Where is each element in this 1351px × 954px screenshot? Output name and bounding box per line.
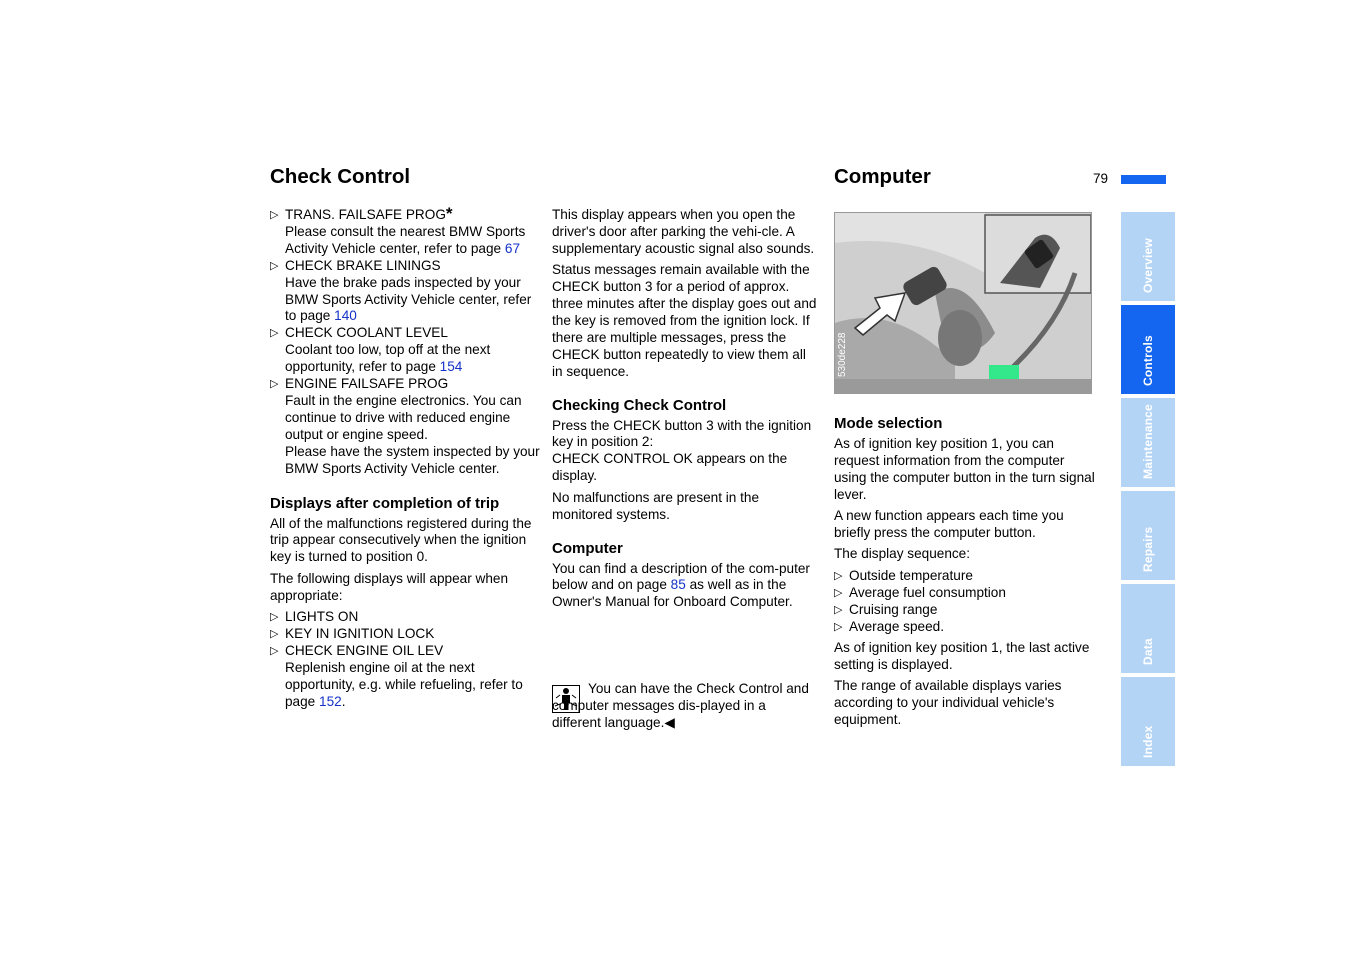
tab-index[interactable]: Index xyxy=(1121,677,1175,766)
triangle-bullet-icon: ▷ xyxy=(834,603,843,616)
list-item: ▷ CHECK BRAKE LININGS Have the brake pads inspected by your BMW Sports Activity Vehicle center, refer to page 140 xyxy=(270,257,532,324)
page-number: 79 xyxy=(1093,171,1109,186)
page-link[interactable]: 67 xyxy=(504,240,521,256)
list-item: ▷ TRANS. FAILSAFE PROG* Please consult the nearest BMW Sports Activity Vehicle center, refer to page 67 xyxy=(270,204,526,256)
subheading-computer: Computer xyxy=(552,539,623,557)
middle-column: This display appears when you open the driver's door after parking the vehi-cle. A supplementary acoustic signal also sounds. Status messages remain available with the CHECK button 3 for a period of approx. three minutes after the display goes out and the key is removed from the ignition lock. If there are multiple messages, press the CHECK button repeatedly to view them all in sequence. Checking Check Control Press the CHECK button 3 with the ignition key in position 2: CHECK CONTROL OK appears on the display. No malfunctions are present in the monitored systems. Computer You can find a description of the com-puter below and on page 85 as well as in the Owner's Manual for Onboard Computer. xyxy=(552,207,820,616)
tab-overview[interactable]: Overview xyxy=(1121,212,1175,301)
triangle-bullet-icon: ▷ xyxy=(834,586,843,599)
tab-controls[interactable]: Controls xyxy=(1121,305,1175,394)
triangle-bullet-icon: ▷ xyxy=(270,611,279,624)
section-title-computer: Computer xyxy=(834,165,931,188)
left-column: ▷ TRANS. FAILSAFE PROG* Please consult the nearest BMW Sports Activity Vehicle center, refer to page 67 ▷ CHECK BRAKE LININGS Have the brake pads inspected by your BMW Sports Activity Vehicle center, refer to page 140 ▷ CHECK COOLANT LEVEL Coolant too low, top off at the next opportunity, refer to page 154 ▷ ENGINE FAILSAFE PROG Fault in the engine electronics. You can continue to drive with reduced engine output or engine speed. Please have the system inspected by your BMW Sports Activity Vehicle center. Displays after completion of trip All of the malfunctions registered during the trip appear consecutively when the ignition key is turned to position 0. The following displays will appear when appropriate: ▷ LIGHTS ON ▷ KEY IN IGNITION LOCK ▷ CHECK ENGINE OIL LEV Replenish engine oil at the next opportunity, e.g. while refueling, refer to page 152. xyxy=(270,204,540,709)
list-item: ▷ LIGHTS ON xyxy=(270,609,359,625)
page-link[interactable]: 152 xyxy=(319,693,342,709)
list-item: ▷ Average speed. xyxy=(834,618,944,634)
subheading-displays-after-trip: Displays after completion of trip xyxy=(270,494,500,512)
turn-signal-lever-image xyxy=(834,212,1092,394)
page-link[interactable]: 85 xyxy=(670,577,686,593)
tab-maintenance[interactable]: Maintenance xyxy=(1121,398,1175,487)
page-marker xyxy=(1121,175,1166,184)
list-item: ▷ Outside temperature xyxy=(834,567,973,583)
triangle-bullet-icon: ▷ xyxy=(270,644,279,657)
language-note: You can have the Check Control and computer messages dis-played in a different language.◀ xyxy=(552,681,809,730)
subheading-mode-selection: Mode selection xyxy=(834,415,943,432)
list-item: ▷ ENGINE FAILSAFE PROG Fault in the engine electronics. You can continue to drive with reduced engine output or engine speed. Please have the system inspected by your BMW Sports Activity Vehicle center. xyxy=(270,376,540,476)
right-column: Mode selection As of ignition key position 1, you can request information from the computer using the computer button in the turn signal lever. A new function appears each time you briefly press the computer button. The display sequence: ▷ Outside temperature ▷ Average fuel consumption ▷ Cruising range ▷ Average speed. As of ignition key position 1, the last active setting is displayed. The range of available displays varies according to your individual vehicle's equipment. xyxy=(834,415,1100,734)
image-code: 530de228 xyxy=(837,332,848,377)
list-item: ▷ KEY IN IGNITION LOCK xyxy=(270,625,435,641)
triangle-bullet-icon: ▷ xyxy=(834,569,843,582)
section-title-check-control: Check Control xyxy=(270,165,411,188)
list-item: ▷ CHECK COOLANT LEVEL Coolant too low, top off at the next opportunity, refer to page 154 xyxy=(270,325,491,375)
list-item: ▷ CHECK ENGINE OIL LEV Replenish engine oil at the next opportunity, e.g. while refueling, refer to page 152. xyxy=(270,642,523,709)
triangle-bullet-icon: ▷ xyxy=(834,620,843,633)
tab-repairs[interactable]: Repairs xyxy=(1121,491,1175,580)
page-link[interactable]: 154 xyxy=(439,359,463,375)
tab-data[interactable]: Data xyxy=(1121,584,1175,673)
triangle-bullet-icon: ▷ xyxy=(270,259,279,272)
list-item: ▷ Cruising range xyxy=(834,601,938,617)
triangle-bullet-icon: ▷ xyxy=(270,627,279,640)
page-link[interactable]: 140 xyxy=(334,308,357,324)
end-marker-icon: ◀ xyxy=(664,714,675,730)
triangle-bullet-icon: ▷ xyxy=(270,209,279,221)
triangle-bullet-icon: ▷ xyxy=(270,327,279,340)
list-item: ▷ Average fuel consumption xyxy=(834,584,1006,600)
subheading-checking-check-control: Checking Check Control xyxy=(552,396,727,414)
triangle-bullet-icon: ▷ xyxy=(270,378,279,391)
